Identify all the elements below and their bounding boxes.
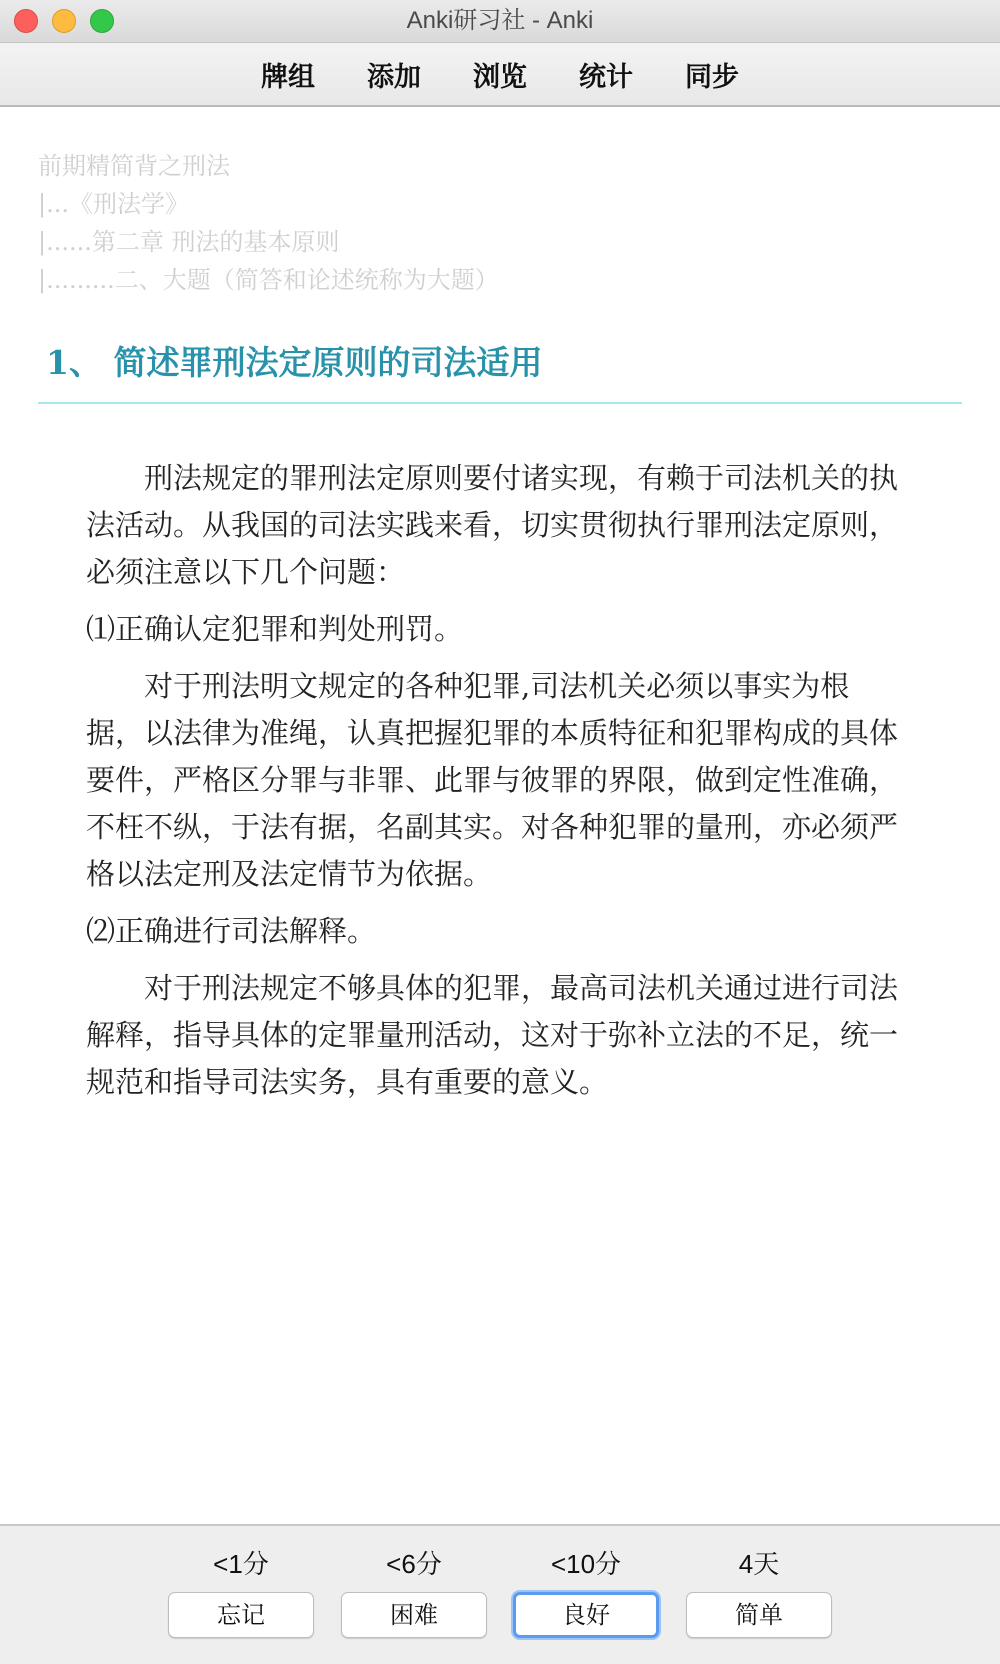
card-content: [0, 107, 1000, 1525]
again-button[interactable]: 忘记: [168, 1592, 314, 1638]
window-title: Anki研习社 - Anki: [406, 7, 594, 34]
answer-paragraph: 对于刑法明文规定的各种犯罪,司法机关必须以事实为根据，以法律为准绳，认真把握犯罪的本质特征和犯罪构成的具体要件，严格区分罪与非罪、此罪与彼罪的界限，做到定性准确，不枉不纵，于法有据，名副其实。对各种犯罪的量刑，亦必须严格以法定刑及法定情节为依据。: [86, 669, 899, 891]
answer-again: [168, 1546, 314, 1638]
answer-hard: [341, 1546, 487, 1638]
answer-easy: [686, 1546, 832, 1638]
toolbar-decks-link[interactable]: 牌组: [261, 61, 315, 93]
answer-paragraph: 对于刑法规定不够具体的犯罪，最高司法机关通过进行司法解释，指导具体的定罪量刑活动，这对于弥补立法的不足，统一规范和指导司法实务，具有重要的意义。: [86, 971, 899, 1099]
card-answer-body: [86, 455, 906, 1116]
answer-point: ⑴正确认定犯罪和判处刑罚。: [86, 612, 464, 646]
answer-bar: [0, 1524, 1000, 1664]
breadcrumb-item: 前期精简背之刑法: [38, 152, 230, 180]
toolbar-add-link[interactable]: 添加: [367, 61, 421, 93]
answer-paragraph: 刑法规定的罪刑法定原则要付诸实现，有赖于司法机关的执法活动。从我国的司法实践来看，切实贯彻执行罪刑法定原则，必须注意以下几个问题：: [86, 461, 899, 589]
interval-label: <10分: [550, 1549, 622, 1579]
toolbar-stats-link[interactable]: 统计: [579, 61, 633, 93]
toolbar-sync-link[interactable]: 同步: [685, 61, 739, 93]
breadcrumb-item: |......第二章 刑法的基本原则: [38, 228, 340, 256]
main-toolbar: [0, 43, 1000, 107]
good-button[interactable]: 良好: [513, 1592, 659, 1638]
interval-label: <1分: [213, 1549, 269, 1579]
hard-button[interactable]: 困难: [341, 1592, 487, 1638]
easy-button[interactable]: 简单: [686, 1592, 832, 1638]
title-bar[interactable]: [0, 0, 1000, 43]
toolbar-browse-link[interactable]: 浏览: [473, 61, 527, 93]
interval-label: 4天: [738, 1549, 780, 1579]
breadcrumb-item: |.........二、大题（简答和论述统称为大题）: [38, 266, 499, 294]
card-question-heading: 1、 简述罪刑法定原则的司法适用: [46, 343, 543, 382]
interval-label: <6分: [386, 1549, 442, 1579]
breadcrumb-item: |...《刑法学》: [38, 190, 189, 218]
heading-divider: [38, 402, 962, 404]
breadcrumb: [38, 147, 499, 299]
answer-point: ⑵正确进行司法解释。: [86, 914, 377, 948]
answer-good: [513, 1546, 659, 1638]
